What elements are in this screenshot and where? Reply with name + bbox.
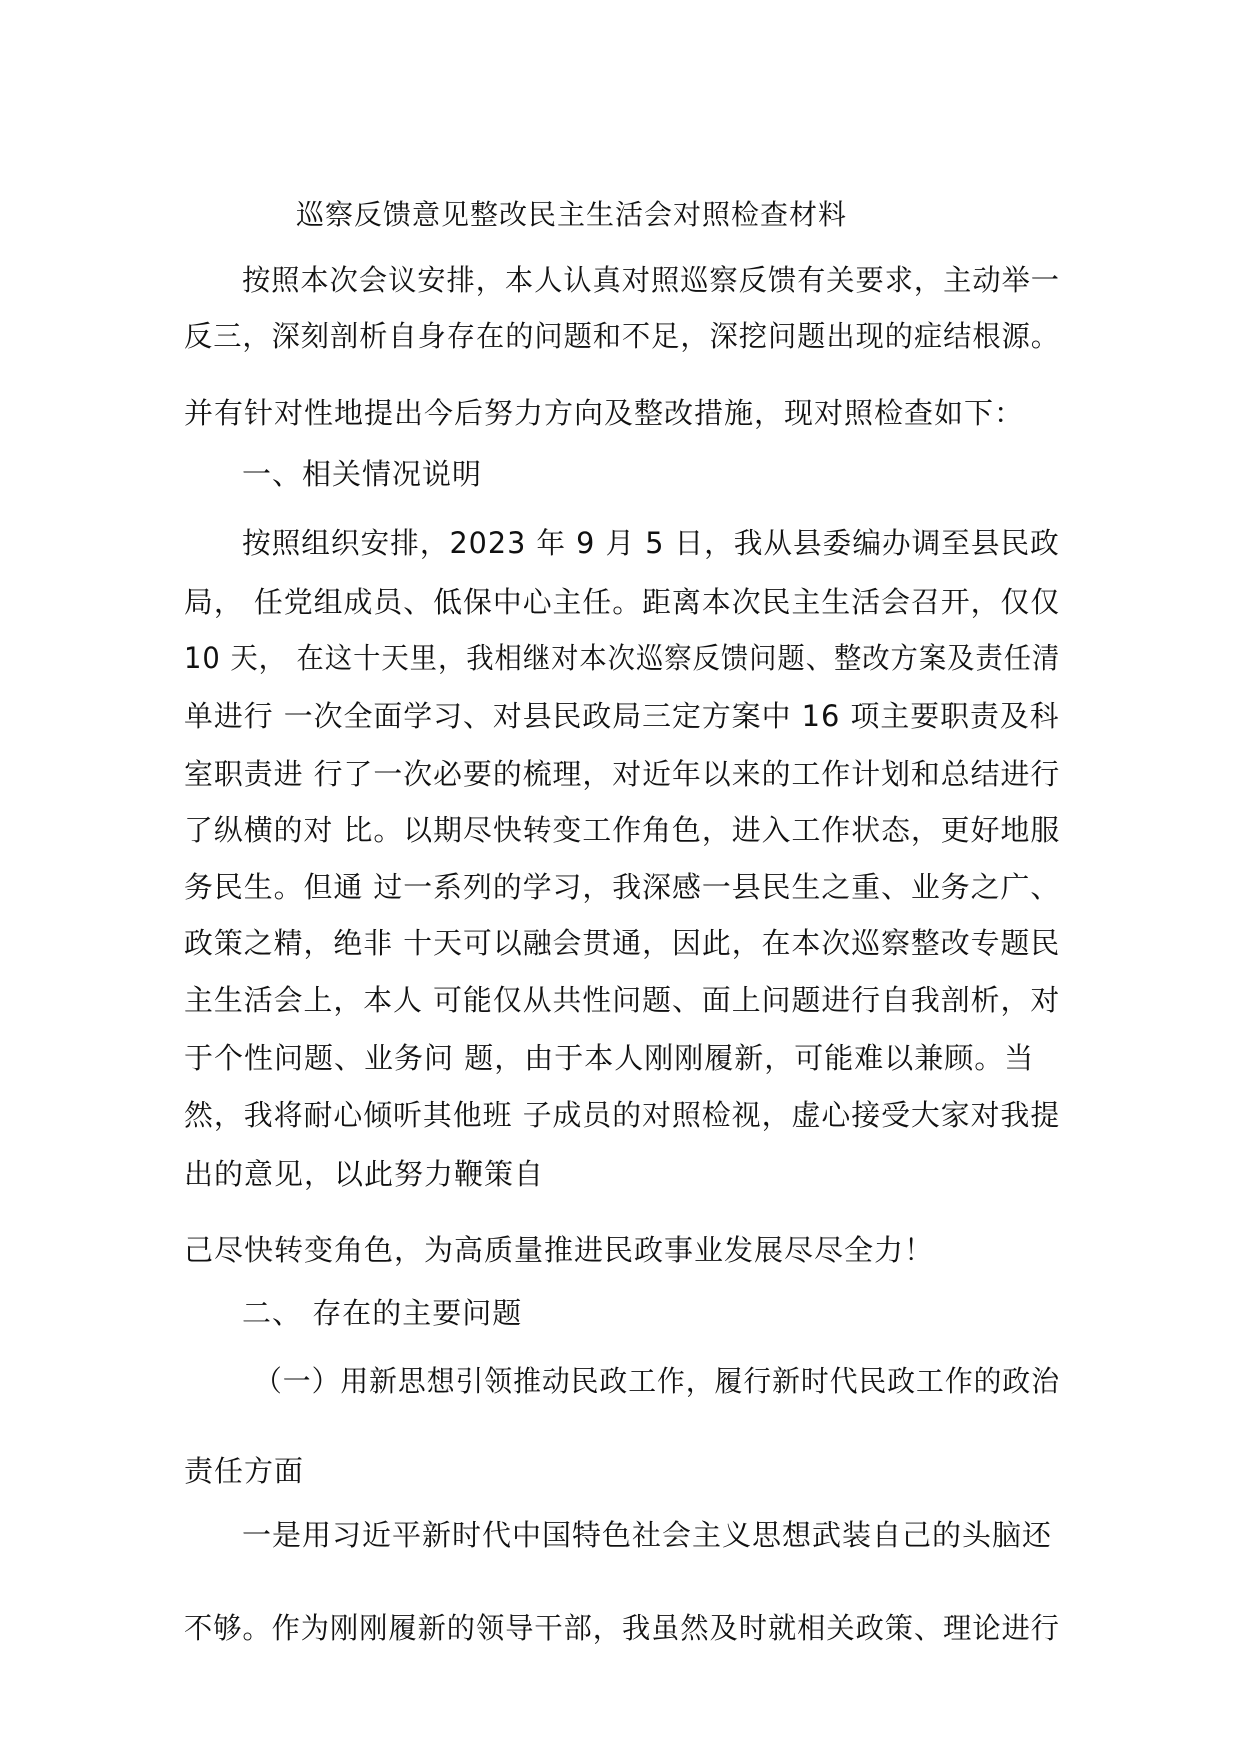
subsection1-line-1: （一）用新思想引领推动民政工作，履行新时代民政工作的政治: [254, 1364, 1060, 1398]
section-heading-2: 二、 存在的主要问题: [242, 1296, 523, 1330]
section1-line-7: 务民生。但通 过一系列的学习，我深感一县民生之重、业务之广、: [184, 870, 1061, 904]
section1-line-4: 单进行 一次全面学习、对县民政局三定方案中 16 项主要职责及科: [184, 699, 1060, 733]
section1-line-10: 于个性问题、业务问 题，由于本人刚刚履新，可能难以兼顾。当: [184, 1041, 1035, 1075]
section1-line-1: 按照组织安排，2023 年 9 月 5 日，我从县委编办调至县民政: [242, 526, 1060, 560]
point1-line-1: 一是用习近平新时代中国特色社会主义思想武装自己的头脑还: [242, 1518, 1053, 1552]
section1-line-3: 10 天， 在这十天里，我相继对本次巡察反馈问题、整改方案及责任清: [184, 641, 1061, 675]
intro-line-1: 按照本次会议安排，本人认真对照巡察反馈有关要求，主动举一: [242, 263, 1061, 297]
document-title: 巡察反馈意见整改民主生活会对照检查材料: [296, 198, 848, 231]
intro-line-2: 反三，深刻剖析自身存在的问题和不足，深挖问题出现的症结根源。: [184, 319, 1060, 353]
section-heading-1: 一、相关情况说明: [242, 457, 483, 491]
section1-line-9: 主生活会上，本人 可能仅从共性问题、面上问题进行自我剖析，对: [184, 983, 1061, 1017]
section1-line-5: 室职责进 行了一次必要的梳理，对近年以来的工作计划和总结进行: [184, 757, 1061, 791]
section1-line-8: 政策之精，绝非 十天可以融会贯通，因此，在本次巡察整改专题民: [184, 926, 1061, 960]
section1-line-13: 己尽快转变角色，为高质量推进民政事业发展尽尽全力！: [184, 1233, 935, 1267]
point1-line-2: 不够。作为刚刚履新的领导干部，我虽然及时就相关政策、理论进行: [184, 1611, 1060, 1645]
section1-line-2: 局， 任党组成员、低保中心主任。距离本次民主生活会召开，仅仅: [184, 585, 1061, 619]
section1-line-12: 出的意见，以此努力鞭策自: [184, 1157, 545, 1191]
section1-line-6: 了纵横的对 比。以期尽快转变工作角色，进入工作状态，更好地服: [184, 813, 1061, 847]
subsection1-line-2: 责任方面: [184, 1454, 305, 1488]
section1-line-11: 然，我将耐心倾听其他班 子成员的对照检视，虚心接受大家对我提: [184, 1098, 1061, 1132]
intro-line-3: 并有针对性地提出今后努力方向及整改措施，现对照检查如下：: [184, 396, 1025, 430]
